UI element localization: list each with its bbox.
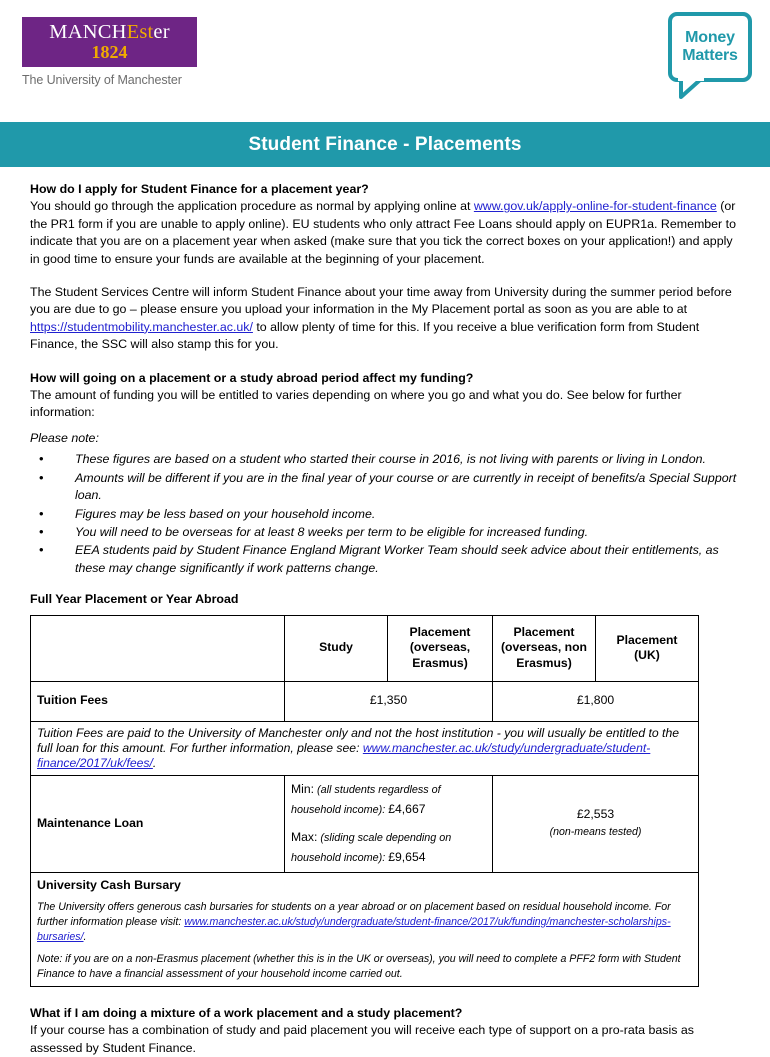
paragraph-mixture: If your course has a combination of study and paid placement you will receive each type of support on a pro-rata basis as assessed by Student Finance.	[30, 1023, 694, 1055]
table-header-row	[31, 615, 699, 681]
question-heading-funding: How will going on a placement or a study abroad period affect my funding?	[30, 370, 474, 385]
please-note-label: Please note:	[30, 430, 99, 445]
maintenance-min-label: Min:	[291, 781, 315, 796]
list-item: • Amounts will be different if you are in the final year of your course or are currently in receipt of benefits/a Special Support loan.	[30, 470, 740, 505]
maintenance-max-desc: (sliding scale depending on household income):	[291, 831, 452, 864]
tuition-note-cell	[31, 721, 699, 775]
link-bursaries-page[interactable]: www.manchester.ac.uk/study/undergraduate/student-finance/2017/uk/funding/manchester-scholarships-bursaries/	[37, 915, 671, 943]
table-heading: Full Year Placement or Year Abroad	[30, 592, 239, 607]
maintenance-min-value: £4,667	[388, 801, 426, 816]
list-item: • EEA students paid by Student Finance England Migrant Worker Team should seek advice about their entitlements, as these may change significantly if work patterns change.	[30, 542, 740, 577]
maintenance-right-cell	[493, 775, 699, 872]
question-heading-mixture: What if I am doing a mixture of a work placement and a study placement?	[30, 1005, 463, 1020]
tuition-note-period: .	[152, 755, 157, 770]
bursary-paragraph-2: Note: if you are on a non-Erasmus placement (whether this is in the UK or overseas), you will need to complete a PFF2 form with Student Finance to have a financial assessment of your household income carried out.	[37, 952, 681, 980]
maintenance-max-label: Max:	[291, 829, 318, 844]
paragraph-ssc	[30, 284, 740, 354]
maintenance-right-sub: (non-means tested)	[549, 825, 642, 838]
paragraph-spacer	[30, 268, 740, 284]
badge-line-2: Matters	[682, 47, 738, 64]
ssc-text-after-link: to allow plenty of time for this. If you receive a blue verification form from Student Finance, the SSC will also stamp this for you.	[30, 319, 700, 352]
table-header-placement-non-erasmus: Placement (overseas, non Erasmus)	[493, 615, 596, 681]
logo-subtitle: The University of Manchester	[22, 73, 182, 87]
footer-section	[30, 1005, 740, 1057]
link-gov-uk-apply-online[interactable]: www.gov.uk/apply-online-for-student-finance	[473, 199, 717, 214]
maintenance-gap	[291, 820, 486, 828]
logo-word-part2: er	[153, 21, 170, 43]
logo-year: 1824	[91, 42, 128, 62]
notes-list	[30, 451, 740, 577]
list-item: • You will need to be overseas for at least 8 weeks per term to be eligible for increased funding.	[30, 524, 740, 541]
speech-bubble-icon	[668, 12, 752, 82]
speech-bubble-tail-icon	[678, 78, 704, 100]
table-header-blank	[31, 615, 285, 681]
bursary-paragraph-1	[37, 900, 692, 945]
row-label-maintenance-loan: Maintenance Loan	[31, 775, 285, 872]
logo-word-est: Est	[126, 21, 154, 43]
logo-wordmark	[22, 21, 197, 43]
bursary-title: University Cash Bursary	[37, 877, 181, 892]
question-heading-apply: How do I apply for Student Finance for a placement year?	[30, 182, 369, 196]
table-row-maintenance	[31, 775, 699, 872]
list-item: • Figures may be less based on your household income.	[30, 506, 740, 523]
list-item: • These figures are based on a student who started their course in 2016, is not living with parents or living in London.	[30, 451, 740, 468]
badge-line-1: Money	[685, 29, 735, 46]
ssc-text-before-link: The Student Services Centre will inform Student Finance about your time away from University during the summer period before you are due to go – please ensure you upload your information in the My Placement portal as soon as you are able to at	[30, 285, 732, 317]
maintenance-min-line	[291, 780, 486, 820]
table-row-tuition	[31, 681, 699, 721]
tuition-note-text: Tuition Fees are paid to the University of Manchester only and not the host institution - you will usually be entitled to the full loan for this amount. For further information, please see:	[37, 725, 679, 755]
table-header-placement-erasmus: Placement (overseas, Erasmus)	[388, 615, 493, 681]
page-header	[0, 0, 770, 122]
apply-text-before-link: You should go through the application procedure as normal by applying online at	[30, 199, 474, 214]
paragraph-apply	[30, 198, 740, 268]
logo-word-part1: MANCH	[49, 21, 127, 43]
paragraph-spacer-2	[30, 354, 740, 370]
tuition-value-non-erasmus-uk: £1,800	[493, 681, 699, 721]
table-row-bursary	[31, 872, 699, 986]
maintenance-right-value: £2,553	[576, 807, 615, 822]
finance-table	[30, 615, 699, 987]
maintenance-max-value: £9,654	[388, 849, 426, 864]
table-header-study: Study	[285, 615, 388, 681]
tuition-value-study-erasmus: £1,350	[285, 681, 493, 721]
document-body	[0, 167, 770, 1057]
logo-mark	[22, 17, 197, 67]
money-matters-badge	[668, 12, 752, 90]
bursary-text-after-link: .	[83, 930, 87, 943]
table-row-tuition-note	[31, 721, 699, 775]
maintenance-minmax-cell	[285, 775, 493, 872]
university-logo	[22, 17, 210, 87]
bursary-cell	[31, 872, 699, 986]
link-fees-page[interactable]: www.manchester.ac.uk/study/undergraduate/student-finance/2017/uk/fees/	[37, 740, 651, 770]
page-banner	[0, 122, 770, 167]
apply-text-after-link: (or the PR1 form if you are unable to apply online). EU students who only attract Fee Loans should apply on EUPR1a. Remember to indicate that you are on a placement year when asked (make sure that you tick the correct boxes on your application!) and apply in good time to ensure your funds are available at the beginning of your placement.	[30, 199, 736, 266]
paragraph-spacer-3	[30, 422, 740, 430]
row-label-tuition-fees: Tuition Fees	[31, 681, 285, 721]
page-title: Student Finance - Placements	[248, 133, 522, 155]
maintenance-min-desc: (all students regardless of household income):	[291, 783, 441, 816]
link-student-mobility[interactable]: https://studentmobility.manchester.ac.uk/	[30, 319, 253, 334]
bursary-text-before-link: The University offers generous cash bursaries for students on a year abroad or on placement based on residual household income. For further information please visit:	[37, 900, 671, 928]
maintenance-max-line	[291, 828, 486, 868]
table-header-placement-uk: Placement (UK)	[596, 615, 699, 681]
paragraph-funding: The amount of funding you will be entitled to varies depending on where you go and what you do. See below for further information:	[30, 388, 682, 420]
